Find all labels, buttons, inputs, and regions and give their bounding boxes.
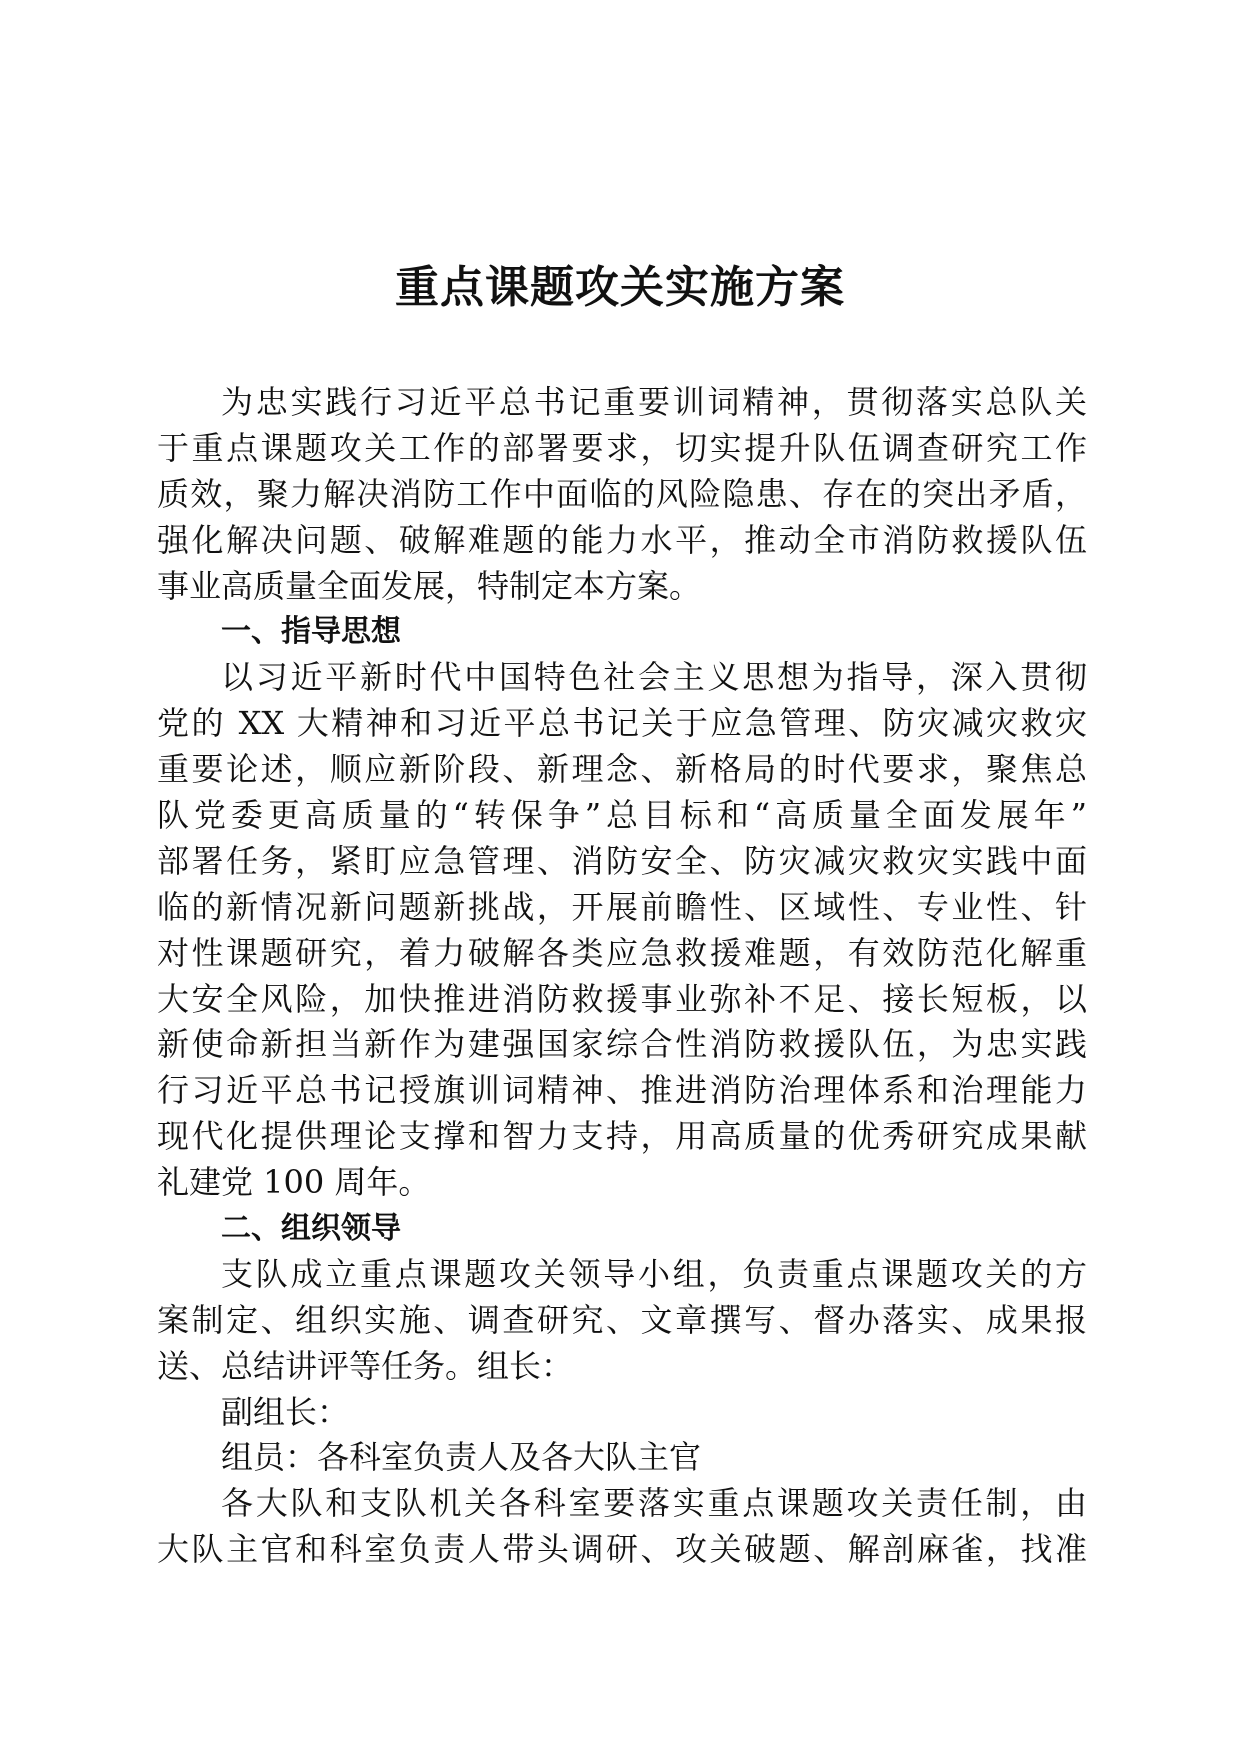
- paragraph-guiding-line: 大安全风险，加快推进消防救援事业弥补不足、接长短板，以: [157, 979, 1087, 1018]
- paragraph-organization-line: 案制定、组织实施、调查研究、文章撰写、督办落实、成果报: [157, 1300, 1087, 1339]
- paragraph-guiding-line: 新使命新担当新作为建强国家综合性消防救援队伍，为忠实践: [157, 1025, 1087, 1064]
- paragraph-intro-line: 质效，聚力解决消防工作中面临的风险隐患、存在的突出矛盾，: [157, 474, 1087, 513]
- paragraph-guiding-line: 党的 XX 大精神和习近平总书记关于应急管理、防灾减灾救灾: [157, 704, 1087, 743]
- deputy-leader-line: 副组长：: [221, 1392, 350, 1431]
- paragraph-guiding-line: 临的新情况新问题新挑战，开展前瞻性、区域性、专业性、针: [157, 887, 1087, 926]
- paragraph-responsibility-line: 各大队和支队机关各科室要落实重点课题攻关责任制，由: [221, 1484, 1087, 1523]
- members-line: 组员：各科室负责人及各大队主官: [221, 1438, 702, 1477]
- paragraph-guiding-line: 部署任务，紧盯应急管理、消防安全、防灾减灾救灾实践中面: [157, 841, 1087, 880]
- document-title: 重点课题攻关实施方案: [395, 262, 845, 313]
- paragraph-guiding-line: 队党委更高质量的“转保争”总目标和“高质量全面发展年”: [157, 796, 1087, 835]
- paragraph-intro-line: 强化解决问题、破解难题的能力水平，推动全市消防救援队伍: [157, 520, 1087, 559]
- section-heading-organization: 二、组织领导: [221, 1211, 401, 1247]
- paragraph-responsibility-line: 大队主官和科室负责人带头调研、攻关破题、解剖麻雀，找准: [157, 1530, 1087, 1569]
- paragraph-guiding-line: 行习近平总书记授旗训词精神、推进消防治理体系和治理能力: [157, 1071, 1087, 1110]
- document-body: [157, 380, 1087, 1573]
- paragraph-organization-line: 送、总结讲评等任务。组长：: [157, 1346, 574, 1385]
- paragraph-intro-line: 为忠实践行习近平总书记重要训词精神，贯彻落实总队关: [221, 383, 1087, 421]
- paragraph-guiding-line: 对性课题研究，着力破解各类应急救援难题，有效防范化解重: [157, 933, 1087, 972]
- paragraph-organization-line: 支队成立重点课题攻关领导小组，负责重点课题攻关的方: [221, 1254, 1087, 1293]
- paragraph-intro-line: 于重点课题攻关工作的部署要求，切实提升队伍调查研究工作: [157, 428, 1087, 467]
- paragraph-guiding-line: 重要论述，顺应新阶段、新理念、新格局的时代要求，聚焦总: [157, 750, 1087, 789]
- section-heading-guiding-ideology: 一、指导思想: [221, 614, 401, 650]
- paragraph-intro-line: 事业高质量全面发展，特制定本方案。: [157, 566, 702, 605]
- paragraph-guiding-line: 以习近平新时代中国特色社会主义思想为指导，深入贯彻: [221, 658, 1087, 697]
- paragraph-guiding-line: 礼建党 100 周年。: [157, 1163, 431, 1202]
- paragraph-guiding-line: 现代化提供理论支撑和智力支持，用高质量的优秀研究成果献: [157, 1117, 1087, 1156]
